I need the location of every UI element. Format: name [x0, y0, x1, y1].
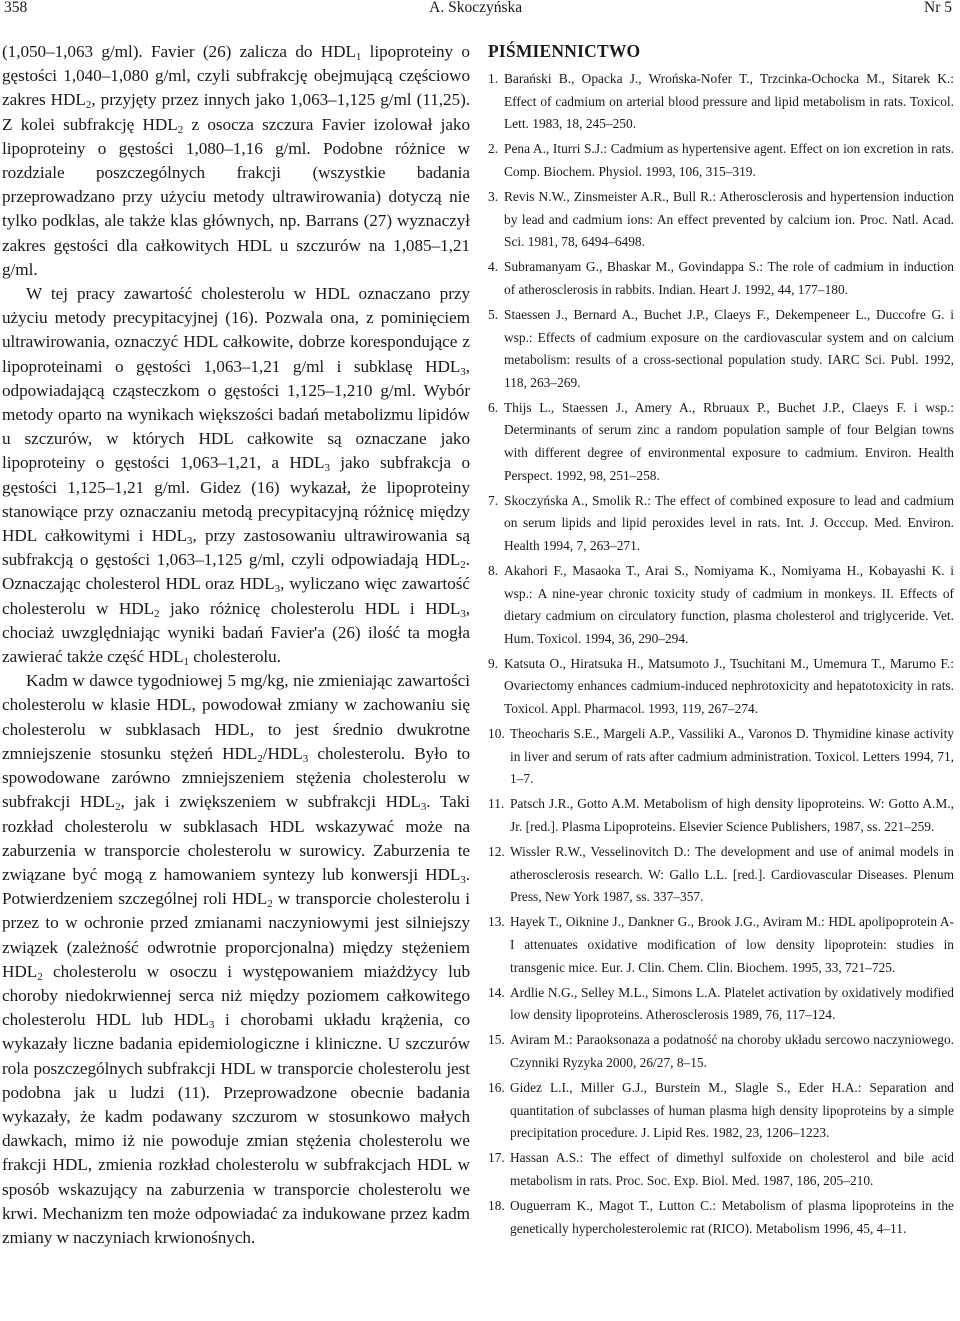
- reference-item: [488, 1147, 954, 1192]
- reference-text: Hassan A.S.: The effect of dimethyl sulfoxide on cholesterol and bile acid metabolism in rats. Proc. Soc. Exp. Biol. Med. 1987, 186, 205–210.: [510, 1150, 954, 1188]
- text-run: , chociaż uwzględniając wyniki badań Favier'a (26) ilość ta mogła zawierać także część HDL: [2, 598, 470, 667]
- subscript: 3: [302, 752, 309, 765]
- body-paragraph: [2, 40, 470, 282]
- reference-number: 13.: [488, 914, 505, 930]
- reference-text: Patsch J.R., Gotto A.M. Metabolism of high density lipoproteins. W: Gotto A.M., Jr. [red.]. Plasma Lipoproteins. Elsevier Science Publishers, 1987, ss. 221–259.: [510, 796, 954, 834]
- reference-text: Revis N.W., Zinsmeister A.R., Bull R.: Atherosclerosis and hypertension induction by lead and cadmium ions: An effect prevented by calcium ion. Proc. Natl. Acad. Sci. 1981, 78, 6494–6498.: [504, 188, 954, 250]
- subscript: 2: [154, 607, 160, 620]
- page-number: 358: [4, 0, 28, 16]
- reference-item: [488, 186, 954, 254]
- reference-number: 7.: [488, 492, 499, 508]
- text-run: Kadm w dawce tygodniowej 5 mg/kg, nie zmieniając zawartości cholesterolu w klasie HDL, powodował zmiany w zachowaniu się cholesterolu w subklasach HDL, to jest średnio dwukrotne zmniejszenie stosunku stężeń HDL: [2, 671, 470, 763]
- text-run: . Potwierdzeniem szczególnej roli HDL: [2, 864, 470, 909]
- subscript: 2: [37, 970, 43, 983]
- reference-text: Thijs L., Staessen J., Amery A., Rbruaux P., Buchet J.P., Claeys F. i wsp.: Determinants of serum zinc a random population sample of four Belgian towns with different degree of environmental exposure to cadmium. Environ. Health Perspect. 1992, 98, 251–258.: [504, 399, 954, 483]
- reference-text: Aviram M.: Paraoksonaza a podatność na choroby układu sercowo naczyniowego. Czynniki Ryzyka 2000, 26/27, 8–15.: [510, 1032, 954, 1070]
- reference-number: 9.: [488, 655, 499, 671]
- reference-item: [488, 397, 954, 487]
- text-run: z osocza szczura Favier izolował jako lipoproteiny o gęstości 1,080–1,16 g/ml. Podobne różnice w rozdziale poszczególnych frakcji (wszystkie badania przeprowadzano przy użyciu metody ultrawirowania) dotyczą nie tylko podklas, ale także klas głównych, np. Barrans (27) wyznaczył zakres gęstości dla całkowitych HDL u szczurów na 1,085–1,21 g/ml.: [2, 114, 470, 279]
- reference-number: 6.: [488, 399, 499, 415]
- reference-text: Subramanyam G., Bhaskar M., Govindappa S.: The role of cadmium in induction of atherosclerosis in rabbits. Indian. Heart J. 1992, 44, 177–180.: [504, 259, 954, 297]
- reference-item: [488, 653, 954, 721]
- reference-text: Hayek T., Oiknine J., Dankner G., Brook J.G., Aviram M.: HDL apolipoprotein A-I attenuates oxidative modification of low density lipoprotein: studies in transgenic mice. Eur. J. Clin. Chem. Clin. Biochem. 1995, 33, 721–725.: [510, 914, 954, 975]
- reference-text: Akahori F., Masaoka T., Arai S., Nomiyama K., Nomiyama H., Kobayashi K. i wsp.: A nine-year chronic toxicity study of cadmium in monkeys. II. Effects of dietary cadmium on circulatory function, plasma cholesterol and triglyceride. Vet. Hum. Toxicol. 1994, 36, 290–294.: [504, 562, 954, 646]
- subscript: 1: [183, 656, 189, 669]
- subscript: 3: [186, 535, 193, 548]
- text-run: /HDL: [262, 743, 303, 763]
- subscript: 3: [460, 873, 466, 886]
- text-run: , wyliczano więc zawartość cholesterolu w HDL: [2, 574, 471, 618]
- text-run: lipoproteiny o gęstości 1,040–1,080 g/ml, czyli subfrakcję obejmującą częściowo zakres HDL: [2, 42, 470, 110]
- body-text-column: [2, 40, 470, 1250]
- reference-number: 5.: [488, 306, 499, 322]
- reference-item: [488, 68, 954, 136]
- subscript: 3: [460, 607, 466, 620]
- reference-text: Katsuta O., Hiratsuka H., Matsumoto J., Tsuchitani M., Umemura T., Marumo F.: Ovariectomy enhances cadmium-induced nephrotoxicity and hepatotoxicity in rats. Toxicol. Appl. Pharmacol. 1993, 119, 267–274.: [504, 655, 954, 717]
- running-author: A. Skoczyńska: [429, 0, 523, 16]
- reference-item: [488, 1029, 954, 1074]
- reference-item: [488, 911, 954, 979]
- reference-item: [488, 841, 954, 909]
- subscript: 3: [274, 583, 281, 596]
- reference-text: Skoczyńska A., Smolik R.: The effect of combined exposure to lead and cadmium on serum lipids and lipid peroxides level in rats. Int. J. Occcup. Med. Environ. Health 1994, 7, 263–271.: [504, 492, 954, 553]
- subscript: 1: [355, 51, 362, 63]
- references-column: [488, 40, 954, 1250]
- reference-text: Theocharis S.E., Margeli A.P., Vassiliki A., Varonos D. Thymidine kinase activity in liver and serum of rats after cadmium administration. Toxicol. Letters 1994, 71, 1–7.: [510, 726, 954, 787]
- reference-item: [488, 1077, 954, 1145]
- text-run: W tej pracy zawartość cholesterolu w HDL oznaczano przy użyciu metody precypitacyjnej (16). Pozwala ona, z pominięciem ultrawirowania, oznaczyć HDL całkowite, dobrze korespondujące z lipoproteinami o gęstości 1,063–1,21 g/ml i subklasę HDL: [2, 284, 470, 376]
- subscript: 2: [177, 123, 184, 136]
- subscript: 2: [267, 898, 273, 911]
- reference-number: 14.: [488, 984, 505, 1000]
- subscript: 2: [85, 99, 92, 112]
- text-run: , przyjęty przez innych jako 1,063–1,125 g/ml (11,25). Z kolei subfrakcję HDL: [2, 90, 470, 134]
- text-run: i chorobami układu krążenia, co wykazały liczne badania epidemiologiczne i kliniczne. U szczurów rola poszczególnych subfrakcji HDL w transporcie cholesterolu jest podobna jak u ludzi (11). Przeprowadzone obecnie badania wykazały, że kadm podawany szczurom w stosunkowo małych dawkach, mimo iż nie powoduje zmian stężenia cholesterolu we frakcji HDL, zmienia rozkład cholesterolu w subfrakcjach HDL w sposób wskazujący na zaburzenia w transporcie cholesterolu we krwi. Mechanizm ten może odpowiadać za indukowane przez kadm zmiany w naczyniach krwionośnych.: [2, 1010, 470, 1247]
- subscript: 2: [460, 559, 466, 572]
- text-run: cholesterolu.: [188, 647, 281, 667]
- reference-number: 17.: [488, 1150, 505, 1166]
- running-header: [2, 0, 954, 22]
- reference-number: 3.: [488, 188, 499, 204]
- reference-text: Ouguerram K., Magot T., Lutton C.: Metabolism of plasma lipoproteins in the genetically hypercholesterolemic rat (RICO). Metabolism 1996, 45, 4–11.: [510, 1198, 954, 1236]
- subscript: 2: [257, 752, 263, 765]
- text-run: . Taki rozkład cholesterolu w subklasach HDL wskazywać może na zaburzenia w transporcie cholesterolu w surowicy. Zaburzenia te związane być mogą z hamowaniem syntezy lub konwersji HDL: [2, 792, 470, 884]
- reference-number: 2.: [488, 141, 499, 157]
- reference-number: 18.: [488, 1198, 505, 1213]
- reference-number: 12.: [488, 844, 505, 860]
- reference-item: [488, 304, 954, 394]
- subscript: 3: [420, 801, 427, 814]
- reference-number: 10.: [488, 726, 505, 742]
- body-paragraph: [2, 282, 470, 669]
- subscript: 3: [460, 365, 466, 378]
- reference-item: [488, 490, 954, 558]
- reference-item: [488, 982, 954, 1027]
- text-run: jako różnicę cholesterolu HDL i HDL: [159, 598, 461, 618]
- reference-text: Ardlie N.G., Selley M.L., Simons L.A. Platelet activation by oxidatively modified low density lipoproteins. Atherosclerosis 1989, 76, 117–124.: [510, 984, 954, 1023]
- reference-item: [488, 560, 954, 650]
- reference-item: [488, 256, 954, 301]
- reference-number: 1.: [488, 71, 499, 86]
- reference-text: Staessen J., Bernard A., Buchet J.P., Claeys F., Dekempeneer L., Duccofre G. i wsp.: Effects of cadmium exposure on the cardiovascular system and on calcium metabolism: results of a cross-sectional population study. IARC Sci. Publ. 1992, 118, 263–269.: [504, 306, 954, 390]
- text-run: cholesterolu w osoczu i występowaniem miażdżycy lub choroby niedokrwiennej serca niż między poziomem całkowitego cholesterolu HDL lub HDL: [2, 961, 470, 1030]
- reference-text: Barański B., Opacka J., Wrońska-Nofer T., Trzcinka-Ochocka M., Sitarek K.: Effect of cadmium on arterial blood pressure and lipid metabolism in rats. Toxicol. Lett. 1983, 18, 245–250.: [504, 71, 954, 132]
- text-run: , odpowiadającą cząsteczkom o gęstości 1,125–1,210 g/ml. Wybór metody oparto na wynikach większości badań metabolizmu lipidów u szczurów, w których HDL całkowite są oznaczane jako lipoproteiny o gęstości 1,063–1,21, a HDL: [2, 356, 470, 473]
- text-run: , jak i zwiększeniem w subfrakcji HDL: [120, 792, 421, 812]
- reference-text: Gidez L.I., Miller G.J., Burstein M., Slagle S., Eder H.A.: Separation and quantitation of subclasses of human plasma high density lipoproteins by a simple precipitation procedure. J. Lipid Res. 1982, 23, 1206–1223.: [510, 1080, 954, 1141]
- text-run: cholesterolu. Było to spowodowane zarówno zmniejszeniem stężenia cholesterolu w subfrakcji HDL: [2, 743, 470, 812]
- reference-number: 8.: [488, 562, 499, 578]
- text-run: (1,050–1,063 g/ml). Favier (26) zalicza do HDL: [2, 42, 356, 61]
- reference-number: 4.: [488, 259, 499, 275]
- reference-number: 15.: [488, 1032, 505, 1048]
- reference-text: Wissler R.W., Vesselinovitch D.: The development and use of animal models in atherosclerosis research. W: Gallo L.L. [red.]. Cardiovascular Diseases. Plenum Press, New York 1987, ss. 337–357.: [510, 844, 954, 905]
- reference-number: 11.: [488, 796, 505, 812]
- subscript: 3: [208, 1019, 215, 1032]
- reference-item: [488, 793, 954, 838]
- subscript: 3: [324, 462, 330, 475]
- reference-number: 16.: [488, 1080, 505, 1096]
- references-heading: PIŚMIENNICTWO: [488, 41, 641, 61]
- subscript: 2: [115, 801, 121, 814]
- two-column-layout: [2, 40, 954, 1250]
- reference-item: [488, 1195, 954, 1240]
- text-run: . Oznaczając cholesterol HDL oraz HDL: [2, 550, 470, 594]
- issue-number: Nr 5: [924, 0, 952, 16]
- reference-item: [488, 138, 954, 183]
- text-run: w transporcie cholesterolu i przez to w ochronie przed zmianami naczyniowymi jest silniejszy związek (zależność odwrotnie proporcjonalna) między stężeniem HDL: [2, 889, 470, 981]
- body-paragraph: [2, 669, 470, 1250]
- reference-item: [488, 723, 954, 791]
- reference-text: Pena A., Iturri S.J.: Cadmium as hypertensive agent. Effect on ion excretion in rats. Comp. Biochem. Physiol. 1993, 106, 315–319.: [504, 141, 954, 179]
- text-run: jako subfrakcja o gęstości 1,125–1,21 g/ml. Gidez (16) wykazał, że lipoproteiny stanowiące przy oznaczaniu metodą precypitacyjną różnicę między HDL całkowitymi i HDL: [2, 453, 470, 546]
- references-list: [488, 68, 954, 1240]
- text-run: , przy zastosowaniu ultrawirowania są subfrakcją o gęstości 1,063–1,125 g/ml, czyli odpowiadają HDL: [2, 526, 470, 570]
